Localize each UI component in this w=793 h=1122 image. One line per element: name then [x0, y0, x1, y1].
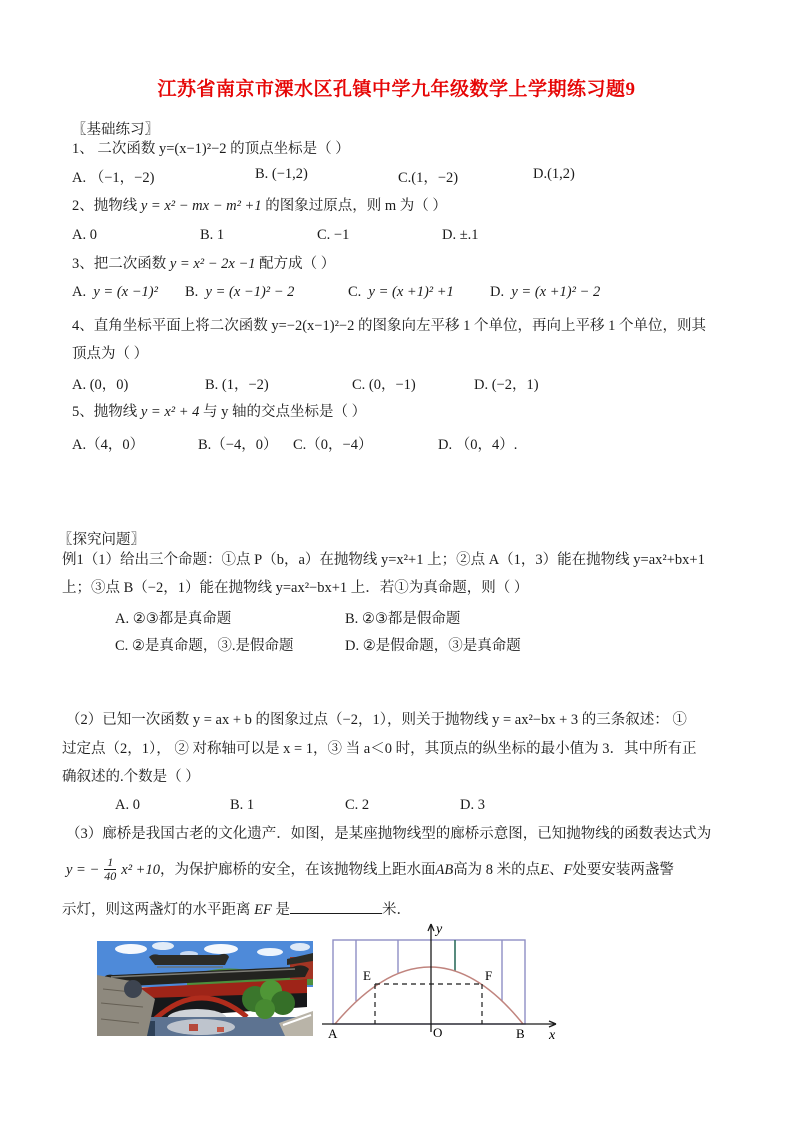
p2-option-b: B. 1: [230, 797, 255, 813]
part-3-text-line3: 示灯，则这两盏灯的水平距离 EF 是 米．: [62, 899, 411, 920]
q5-option-c: C.（0，−4）: [293, 437, 373, 453]
page-title: 江苏省南京市溧水区孔镇中学九年级数学上学期练习题9: [157, 79, 636, 100]
bridge-photo: [97, 941, 313, 1036]
question-5-text: 5、抛物线 y = x² + 4 与 y 轴的交点坐标是（ ）: [72, 404, 367, 420]
q2-option-d: D. ±.1: [442, 227, 479, 243]
ex1-option-c: C. ②是真命题，③.是假命题: [115, 638, 294, 654]
diagram-dashed-lines: [375, 984, 482, 1024]
q2-option-c: C. −1: [317, 227, 350, 243]
q4-option-c: C. (0，−1): [352, 377, 416, 393]
question-1-options: [0, 166, 793, 186]
fraction-1-over-40: $\frac{1}{40}$: [104, 854, 117, 883]
p2-option-d: D. 3: [460, 797, 485, 813]
diagram-label-A: A: [328, 1026, 338, 1041]
diagram-frame: [333, 940, 525, 1024]
ex1-option-a: A. ②③都是真命题: [115, 611, 232, 627]
question-4-text-line1: 4、直角坐标平面上将二次函数 y=−2(x−1)²−2 的图象向左平移 1 个单位，再向上平移 1 个单位，则其: [72, 318, 706, 334]
question-3-text: 3、把二次函数 y = x² − 2x −1 配方成（ ）: [72, 256, 336, 272]
question-2-text: 2、抛物线 y = x² − mx − m² +1 的图象过原点，则 m 为（ ）: [72, 198, 447, 214]
p2-option-a: A. 0: [115, 797, 140, 813]
q5-option-d: D. （0，4）.: [438, 437, 518, 453]
diagram-label-y: y: [436, 922, 443, 937]
parabola-bridge-diagram: [320, 918, 560, 1063]
q2-option-a: A. 0: [72, 227, 97, 243]
diagram-label-E: E: [363, 968, 371, 983]
q1-option-c: C.(1，−2): [398, 170, 459, 186]
q5-option-b: B.（−4，0）: [198, 437, 278, 453]
q1-option-b: B. (−1,2): [255, 166, 308, 182]
ex1-option-d: D. ②是假命题，③是真命题: [345, 638, 521, 654]
example-1-options-row1: [0, 607, 793, 627]
question-4-text-line2: 顶点为（ ）: [72, 346, 149, 362]
p3-formula-post: x² +10: [121, 862, 160, 878]
q3-option-d: D. y = (x +1)² − 2: [490, 284, 601, 300]
q1-option-a: A. （−1，−2): [72, 170, 155, 186]
ex1-option-b: B. ②③都是假命题: [345, 611, 461, 627]
question-5-options: [0, 433, 793, 453]
example-1-options-row2: [0, 634, 793, 654]
question-2-options: [0, 227, 793, 247]
diagram-label-x: x: [549, 1028, 556, 1043]
question-1-text: 1、 二次函数 y=(x−1)²−2 的顶点坐标是（ ）: [72, 141, 350, 157]
part-2-text-line2: 过定点（2，1）， ② 对称轴可以是 x = 1，③ 当 a＜0 时，其顶点的纵坐标的最小值为 3．其中所有正: [62, 741, 697, 757]
q3-option-c: C. y = (x +1)² +1: [348, 284, 454, 300]
q3-option-b: B. y = (x −1)² − 2: [185, 284, 295, 300]
q3-option-a: A. y = (x −1)²: [72, 284, 158, 300]
diagram-label-O: O: [433, 1025, 443, 1040]
q5-formula: y = x² + 4: [140, 404, 200, 420]
q2-formula: y = x² − mx − m² +1: [140, 198, 262, 214]
question-3-options: [0, 284, 793, 304]
q5-option-a: A.（4，0）: [72, 437, 145, 453]
q1-option-d: D.(1,2): [533, 166, 575, 182]
diagram-label-B: B: [516, 1026, 525, 1041]
part-2-text-line3: 确叙述的.个数是（ ）: [62, 769, 200, 785]
p3-formula-pre: y = −: [66, 862, 100, 878]
section-header-basic: 〖基础练习〗: [72, 122, 159, 138]
photo-upper-roof: [149, 954, 229, 965]
part-2-text-line1: （2）已知一次函数 y = ax + b 的图象过点（−2，1），则关于抛物线 y = ax²−bx + 3 的三条叙述： ①: [66, 712, 687, 728]
section-header-explore: 〖探究问题〗: [58, 532, 145, 548]
p2-option-c: C. 2: [345, 797, 370, 813]
question-4-options: [0, 373, 793, 393]
q3-formula: y = x² − 2x −1: [169, 256, 256, 272]
diagram-label-F: F: [485, 968, 493, 983]
part-3-text-line1: （3）廊桥是我国古老的文化遗产．如图，是某座抛物线型的廊桥示意图，已知抛物线的函数表达式为: [66, 826, 712, 842]
example-1-text-line2: 上；③点 B（−2，1）能在抛物线 y=ax²−bx+1 上．若①为真命题，则（ ）: [62, 580, 529, 596]
q4-option-a: A. (0，0): [72, 377, 129, 393]
part-3-formula-line: y = − $\frac{1}{40}$ x² +10 ，为保护廊桥的安全，在该抛物线上距水面 AB 高为 8 米的点 E 、 F 处要安装两盏警: [66, 854, 674, 883]
example-1-text-line1: 例1（1）给出三个命题：①点 P（b，a）在抛物线 y=x²+1 上；②点 A（1，3）能在抛物线 y=ax²+bx+1: [62, 552, 705, 568]
answer-blank: [290, 899, 382, 914]
q2-option-b: B. 1: [200, 227, 225, 243]
q4-option-d: D. (−2，1): [474, 377, 539, 393]
q4-option-b: B. (1，−2): [205, 377, 269, 393]
part-2-options: [0, 797, 793, 817]
